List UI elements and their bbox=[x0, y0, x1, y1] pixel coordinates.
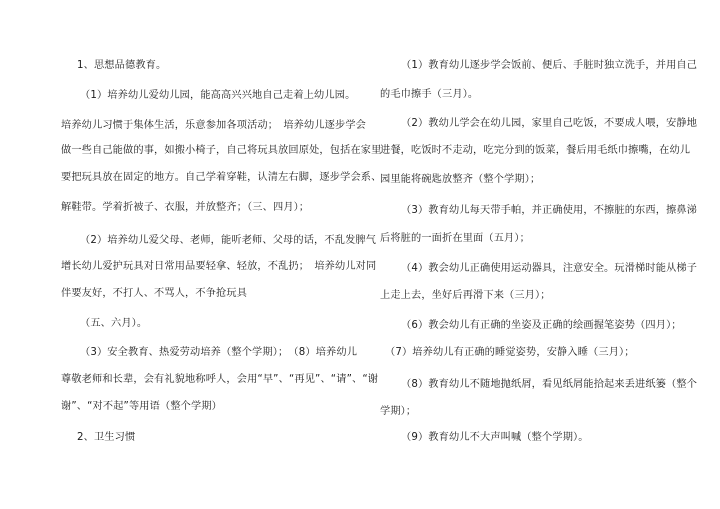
paragraph-line: 学期）； bbox=[380, 406, 417, 417]
paragraph-line: （6）教会幼儿有正确的坐姿及正确的绘画握笔姿势（四月）； bbox=[401, 320, 682, 331]
paragraph-line: 增长幼儿爱护玩具对日常用品要轻拿、轻放，不乱扔； 培养幼儿对同 bbox=[61, 261, 377, 272]
paragraph-line: （3）教育幼儿每天带手帕，并正确使用，不擦脏的东西，擦鼻涕 bbox=[401, 205, 698, 216]
paragraph-line: （1）教育幼儿逐步学会饭前、便后、手脏时独立洗手，并用自己 bbox=[401, 60, 698, 71]
paragraph-line: 后将脏的一面折在里面（五月）； bbox=[380, 233, 530, 244]
paragraph-line: （五、六月）。 bbox=[80, 318, 148, 329]
paragraph-line: （4）教会幼儿正确使用运动器具，注意安全。玩滑梯时能从梯子 bbox=[401, 263, 698, 274]
paragraph-line: 进餐，吃饭时不走动，吃完分到的饭菜，餐后用毛纸巾擦嘴，在幼儿 bbox=[380, 145, 691, 156]
paragraph-line: 谢”、“对不起”等用语（整个学期） bbox=[61, 401, 223, 412]
paragraph-line: 上走上去，坐好后再滑下来（三月）； bbox=[380, 290, 551, 301]
paragraph-line: 培养幼儿习惯于集体生活，乐意参加各项活动； 培养幼儿逐步学会 bbox=[61, 120, 367, 131]
section-heading-moral-education: 1、思想品德教育。 bbox=[77, 60, 167, 71]
paragraph-line: （7）培养幼儿有正确的睡觉姿势，安静入睡（三月）； bbox=[385, 347, 635, 358]
paragraph-line: （3）安全教育、热爱劳动培养（整个学期）； （8）培养幼儿 bbox=[80, 347, 358, 358]
paragraph-line: 园里能将碗匙放整齐（整个学期）； bbox=[380, 174, 541, 185]
paragraph-line: （2）教幼儿学会在幼儿园，家里自己吃饭，不要成人喂，安静地 bbox=[401, 118, 698, 129]
paragraph-line: （1）培养幼儿爱幼儿园，能高高兴兴地自己走着上幼儿园。 bbox=[80, 90, 356, 101]
paragraph-line: 解鞋带。学着折被子、衣服，并放整齐；（三、四月）； bbox=[61, 202, 310, 213]
paragraph-line: 的毛巾擦手（三月）。 bbox=[380, 89, 479, 100]
section-heading-hygiene-habits: 2、卫生习惯 bbox=[77, 432, 136, 443]
paragraph-line: 伴要友好，不打人、不骂人，不争抢玩具 bbox=[61, 288, 248, 299]
paragraph-line: 要把玩具放在固定的地方。自己学着穿鞋，认清左右脚，逐步学会系、 bbox=[61, 172, 382, 183]
paragraph-line: 做一些自己能做的事，如搬小椅子，自己将玩具放回原处，包括在家里 bbox=[61, 145, 382, 156]
paragraph-line: （2）培养幼儿爱父母、老师，能听老师、父母的话，不乱发脾气 bbox=[80, 235, 377, 246]
paragraph-line: （8）教育幼儿不随地抛纸屑，看见纸屑能拾起来丢进纸篓（整个 bbox=[401, 379, 698, 390]
paragraph-line: 尊敬老师和长辈，会有礼貌地称呼人，会用“早”、“再见”、“请”、“谢 bbox=[61, 374, 379, 385]
paragraph-line: （9）教育幼儿不大声叫喊（整个学期）。 bbox=[401, 432, 589, 443]
